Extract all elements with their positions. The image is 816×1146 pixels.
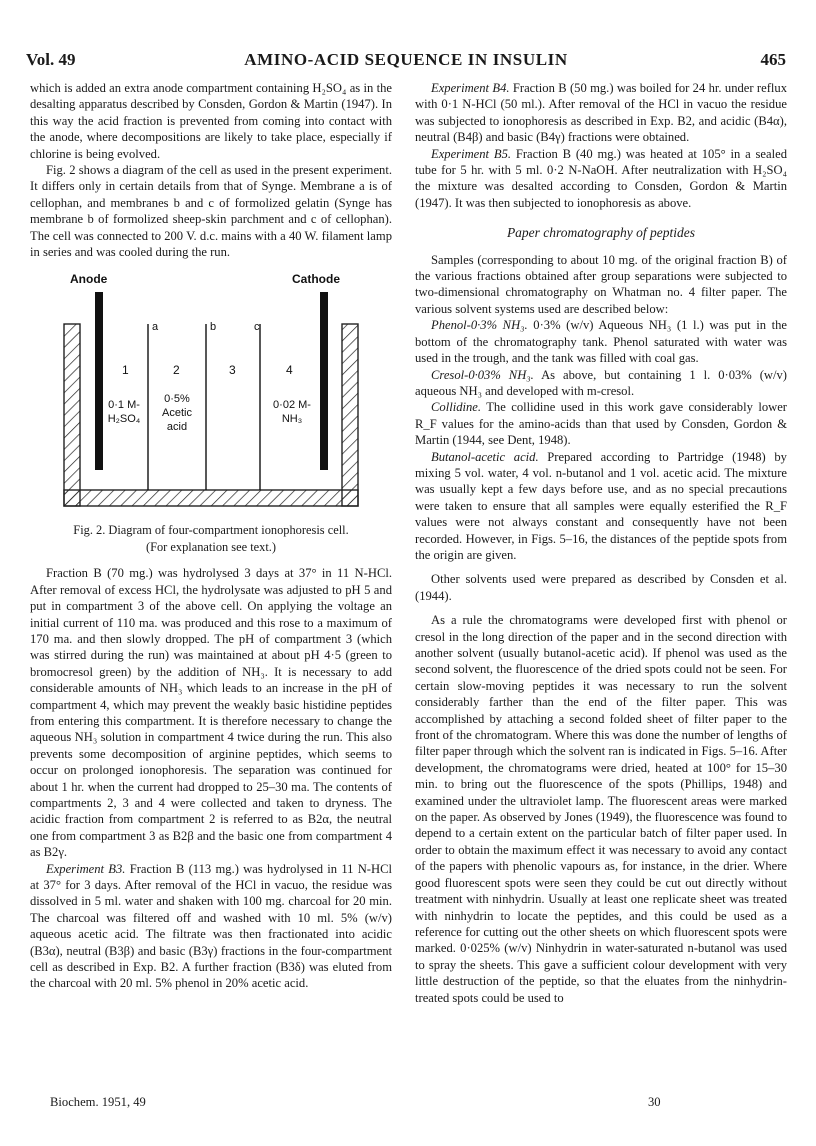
compartment-number-4: 4: [286, 363, 293, 378]
compartment-number-2: 2: [173, 363, 180, 378]
cresol-solvent-heading: Cresol-0·03% NH₃.: [431, 367, 534, 382]
cresol-solvent-text: As above, but containing 1 l. 0·03% (w/v) aqueous NH₃ and developed with m-cresol.: [415, 367, 788, 398]
compartment2-solution-line2: Acetic: [162, 407, 192, 420]
anode-label: Anode: [70, 272, 108, 287]
compartment-number-1: 1: [122, 363, 129, 378]
paragraph-experiment-b3: [30, 861, 392, 992]
paragraph-cresol-solvent: [415, 367, 787, 400]
cell-diagram: [30, 268, 392, 518]
membrane-label-b: b: [210, 321, 217, 334]
experiment-b4-heading: Experiment B4.: [431, 81, 510, 95]
compartment1-solution-line2: H₂SO₄: [107, 413, 141, 426]
butanol-solvent-text: Prepared according to Partridge (1948) by mixing 5 vol. water, 4 vol. n-butanol and 1 vol. acetic acid. The mixture was usually kept a few days before use, and as no special precautions were taken to ensure that all samples were equally esterified the R_F values were not always constant and consequently have not been recorded. However, in Figs. 5–16, the distances of the peptide spots from the origin are given.: [415, 449, 787, 562]
right-column: [415, 80, 787, 1006]
membrane-label-a: a: [152, 321, 159, 334]
experiment-b5-text: Fraction B (40 mg.) was heated at 105° in a sealed tube for 5 hr. with 5 ml. 0·2 N-NaOH. After neutralization with H₂SO₄ the mixture was desalted according to Consden, Gordon & Martin (1947). It was then subjected to ionophoresis as above.: [415, 146, 787, 210]
phenol-solvent-text: 0·3% (w/v) Aqueous NH₃ (1 l.) was put in the bottom of the chromatography tank. Phenol saturated with water was used in the trough, and the tank was filled with coal gas.: [415, 318, 787, 366]
paragraph-collidine-solvent: [415, 399, 787, 448]
compartment-number-3: 3: [229, 363, 236, 378]
paragraph-fraction-b-hydrolysis: Fraction B (70 mg.) was hydrolysed 3 days at 37° in 11 N-HCl. After removal of excess HCl, the hydrolysate was adjusted to pH 5 and put in compartment 3 of the above cell. On applying the voltage an initial current of 110 ma. was produced and this rose to a maximum of 170 ma. and then slowly dropped. The pH of compartment 3 (which was stirred during the run) was maintained at about pH 4·5 (green to bromocresol green) by the addition of NH₃. It is necessary to add considerable amounts of NH₃ which leads to an increase in the pH of compartment 4, which may prevent the weakly basic histidine peptides from entering this compartment. It is therefore necessary to change the aqueous NH₃ solution in compartment 4 twice during the run. This also prevents some decomposition of arginine peptides, which seems to occur on prolonged ionophoresis. The separation was continued for about 1 hr. when the current had dropped to 25–30 ma. The contents of compartments 2, 3 and 4 were collected and taken to dryness. The acidic fraction from compartment 2 is referred to as B2α, the neutral one from compartment 3 as B2β and the basic one from compartment 4 as B2γ.: [30, 566, 392, 860]
collidine-solvent-heading: Collidine.: [431, 400, 482, 415]
vessel-left-wall: [64, 324, 80, 506]
figure-caption-title: Fig. 2. Diagram of four-compartment ionophoresis cell.: [73, 523, 349, 538]
paragraph-samples: Samples (corresponding to about 10 mg. of the original fraction B) of the various fractions obtained after group separations were subjected to two-dimensional chromatography on Whatman no. 4 filter paper. The various solvent systems used are described below:: [415, 252, 787, 316]
left-column: [30, 80, 392, 992]
paragraph-chromatogram-development: As a rule the chromatograms were developed first with phenol or cresol in the long direction of the paper and in the second direction with another solvent (usually butanol-acetic acid). If phenol was used as the second solvent, the fluorescence of the dried spots could not be seen. For certain slow-moving peptides it was necessary to run the solvent considerably farther than the end of the filter paper. This was accomplished by attaching a second folded sheet of filter paper to the front of the chromatogram. Where this was done the number of lengths of filter paper through which the solvent ran is indicated in Figs. 5–16. After development, the chromatograms were dried, heated at 100° for 15–30 min. to bring out the fluorescence of the spots (Phillips, 1948) and examined under the ultraviolet lamp. The fluorescent areas were marked on the paper. As observed by Jones (1949), the fluorescence was found to depend to a certain extent on the particular batch of filter paper used. In order to obtain the maximum effect it was necessary to avoid any contact of the papers with phenolic vapours as, for instance, in the drier. Where good fluorescent spots were seen they could be cut out directly without treatment with ninhydrin. Usually at least one replicate sheet was treated with ninhydrin to locate the peptides, and this could be used as a reference for cutting out the other sheets on which fluorescent spots were marked. 0·025% (w/v) Ninhydrin in water-saturated n-butanol was used to spray the sheets. This gave a sufficient colour development with very little destruction of the peptide, so that the eluates from the ninhydrin-treated spots could be used to: [415, 613, 787, 1005]
paragraph-fig2-description: Fig. 2 shows a diagram of the cell as used in the present experiment. It differs only in certain details from that of Synge. Membrane a is of cellophan, and membranes b and c of formolized gelatin (Synge has membrane b of formolized sheep-skin parchment and c of cellophan). The cell was connected to 200 V. d.c. mains with a 40 W. filament lamp in series and was cooled during the run.: [30, 163, 392, 260]
paragraph-experiment-b5: [415, 146, 787, 212]
figure-caption: [30, 522, 392, 555]
vessel-right-wall: [342, 324, 358, 506]
paragraph-phenol-solvent: [415, 317, 787, 366]
page-number: 465: [760, 50, 786, 69]
cathode-electrode: [320, 292, 328, 470]
collidine-solvent-text: The collidine used in this work gave considerably lower R_F values for the amino-acids than that used by Consden, Gordon & Martin (1944, see Dent, 1948).: [415, 400, 787, 448]
figure-caption-note: (For explanation see text.): [145, 539, 277, 554]
compartment1-solution-line1: 0·1 M-: [108, 399, 140, 412]
paragraph-other-solvents: Other solvents used were prepared as described by Consden et al. (1944).: [415, 572, 787, 603]
experiment-b3-heading: Experiment B3.: [46, 861, 126, 876]
vessel-floor: [64, 490, 358, 506]
figure-ionophoresis-cell: [30, 268, 392, 518]
compartment2-solution-line3: acid: [166, 421, 188, 434]
paragraph-experiment-b4: [415, 80, 787, 146]
paragraph-anode-compartment: which is added an extra anode compartment containing H₂SO₄ as in the desalting apparatus described by Consden, Gordon & Martin (1947). In this way the acid fraction is prevented from coming into contact with the anode, where decompositions are likely to take place, especially if chlorine is being evolved.: [30, 81, 392, 161]
page-header: [26, 50, 786, 76]
running-title: AMINO-ACID SEQUENCE IN INSULIN: [244, 50, 568, 69]
section-heading: Paper chromatography of peptides: [506, 225, 696, 241]
cathode-label: Cathode: [292, 272, 340, 287]
experiment-b5-heading: Experiment B5.: [431, 146, 512, 161]
footer-journal: Biochem. 1951, 49: [50, 1095, 146, 1109]
volume-number: Vol. 49: [26, 50, 76, 69]
paragraph-butanol-solvent: [415, 449, 787, 564]
anode-electrode: [95, 292, 103, 470]
compartment4-solution-line2: NH₃: [281, 413, 303, 426]
experiment-b4-text: Fraction B (50 mg.) was boiled for 24 hr. under reflux with 0·1 N-HCl (50 ml.). After removal of the HCl in vacuo the residue was subjected to ionophoresis as described in Exp. B2, and acidic (B4α), neutral (B4β) and basic (B4γ) fractions were obtained.: [415, 81, 787, 145]
membrane-label-c: c: [254, 321, 260, 334]
experiment-b3-text: Fraction B (113 mg.) was hydrolysed in 11 N-HCl at 37° for 3 days. After removal of the HCl in vacuo, the residue was dissolved in 5 ml. water and shaken with 100 mg. charcoal for 20 min. The charcoal was filtered off and washed with 10 ml. 5% (w/v) aqueous acetic acid. The filtrate was then fractionated into acidic (B3α), neutral (B3β) and basic (B3γ) fractions in the four-compartment cell as described in Exp. B2. A further fraction (B3δ) was eluted from the charcoal with 20 ml. 5% phenol in 20% acetic acid.: [30, 861, 392, 991]
butanol-solvent-heading: Butanol-acetic acid.: [431, 449, 539, 464]
phenol-solvent-heading: Phenol-0·3% NH₃.: [431, 318, 528, 333]
compartment4-solution-line1: 0·02 M-: [273, 399, 311, 412]
footer-signature-number: 30: [648, 1095, 661, 1109]
compartment2-solution-line1: 0·5%: [164, 393, 190, 406]
